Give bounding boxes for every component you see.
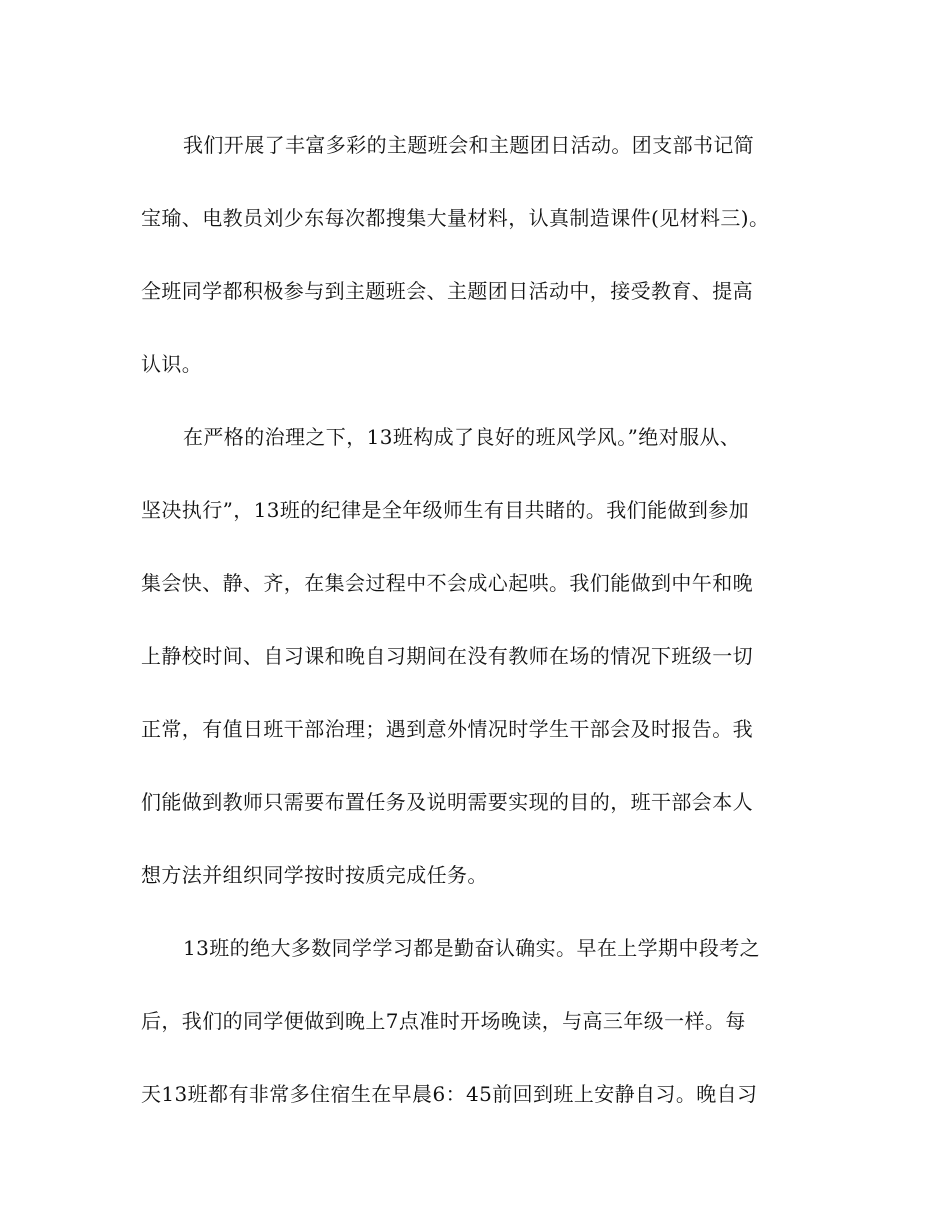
paragraph-2-line-7: 想方法并组织同学按时按质完成任务。 (141, 863, 488, 887)
paragraph-3-line-1: 13班的绝大多数同学学习都是勤奋认确实。早在上学期中段考之 (183, 936, 761, 960)
paragraph-2-line-1: 在严格的治理之下，13班构成了良好的班风学风。”绝对服从、 (183, 425, 741, 449)
paragraph-3-line-2: 后，我们的同学便做到晚上7点准时开场晚读，与高三年级一样。每 (141, 1009, 746, 1033)
paragraph-1-line-3: 全班同学都积极参与到主题班会、主题团日活动中，接受教育、提高 (141, 279, 753, 303)
paragraph-2-line-3: 集会快、静、齐，在集会过程中不会成心起哄。我们能做到中午和晚 (141, 571, 753, 595)
paragraph-2-line-5: 正常，有值日班干部治理；遇到意外情况时学生干部会及时报告。我 (141, 717, 753, 741)
paragraph-2-line-6: 们能做到教师只需要布置任务及说明需要实现的目的，班干部会本人 (141, 790, 753, 814)
paragraph-2-line-4: 上静校时间、自习课和晚自习期间在没有教师在场的情况下班级一切 (141, 644, 753, 668)
paragraph-2-line-2: 坚决执行”，13班的纪律是全年级师生有目共睹的。我们能做到参加 (141, 498, 750, 522)
paragraph-1-line-2: 宝瑜、电教员刘少东每次都搜集大量材料，认真制造课件(见材料三)。 (141, 206, 770, 230)
paragraph-1-line-1: 我们开展了丰富多彩的主题班会和主题团日活动。团支部书记简 (183, 133, 755, 157)
paragraph-1-line-4: 认识。 (141, 352, 203, 376)
paragraph-3-line-3: 天13班都有非常多住宿生在早晨6：45前回到班上安静自习。晚自习 (141, 1082, 758, 1106)
